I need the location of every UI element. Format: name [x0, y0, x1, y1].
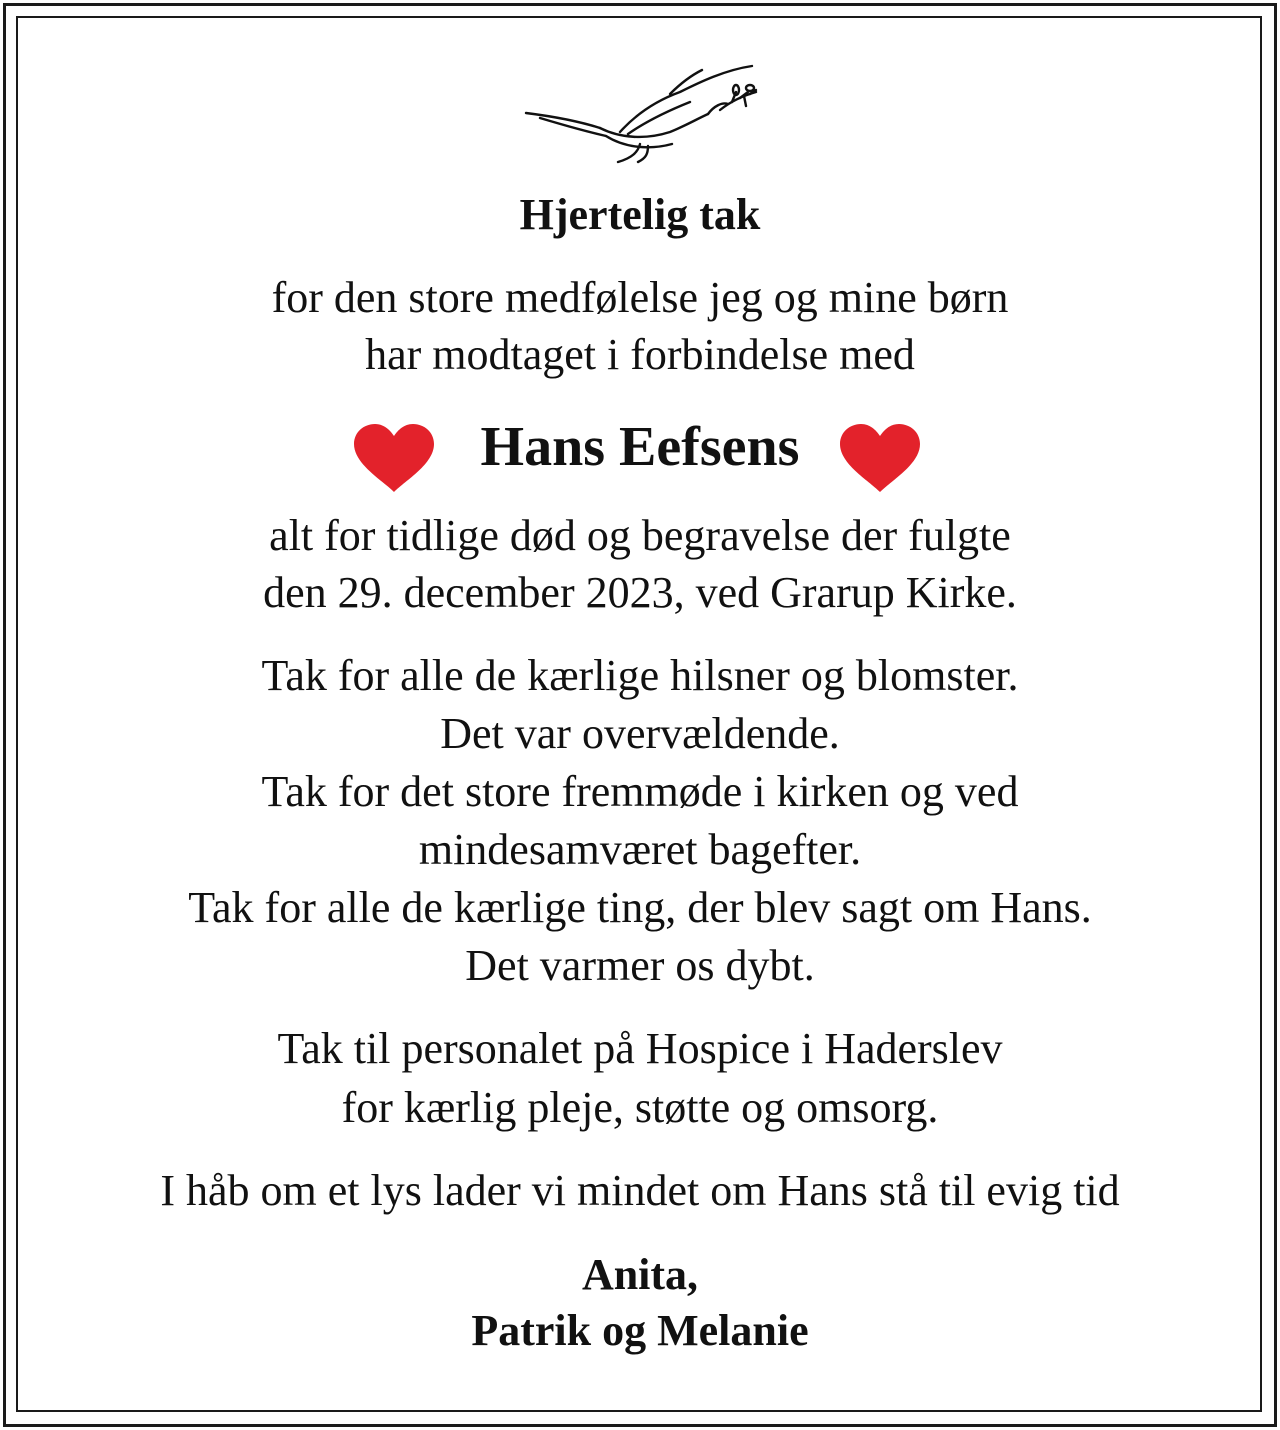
event-line: den 29. december 2023, ved Grarup Kirke.	[263, 568, 1017, 617]
deceased-name: Hans Eefsens	[480, 416, 800, 478]
event-line: alt for tidlige død og begravelse der fulgte	[269, 511, 1011, 560]
thanks-line: Det varmer os dybt.	[465, 941, 815, 990]
thanks-line: Tak for alle de kærlige hilsner og blomster.	[261, 651, 1019, 700]
name-row	[0, 412, 1280, 492]
heart-icon	[838, 422, 922, 494]
signature-line: Patrik og Melanie	[471, 1306, 809, 1355]
signature-line: Anita,	[581, 1250, 699, 1299]
thanks-line: Tak for det store fremmøde i kirken og ved	[261, 767, 1019, 816]
intro-line: for den store medfølelse jeg og mine børn	[271, 273, 1009, 322]
closing-line: I håb om et lys lader vi mindet om Hans stå til evig tid	[160, 1166, 1120, 1215]
heading: Hjertelig tak	[519, 190, 761, 239]
thanks-line: Det var overvældende.	[440, 709, 840, 758]
hospice-line: Tak til personalet på Hospice i Haderslev	[277, 1024, 1003, 1073]
thanks-line: Tak for alle de kærlige ting, der blev sagt om Hans.	[188, 883, 1092, 932]
thanks-line: mindesamværet bagefter.	[418, 825, 862, 874]
hospice-line: for kærlig pleje, støtte og omsorg.	[341, 1083, 939, 1132]
intro-line: har modtaget i forbindelse med	[365, 330, 915, 379]
dove-icon	[520, 58, 760, 168]
